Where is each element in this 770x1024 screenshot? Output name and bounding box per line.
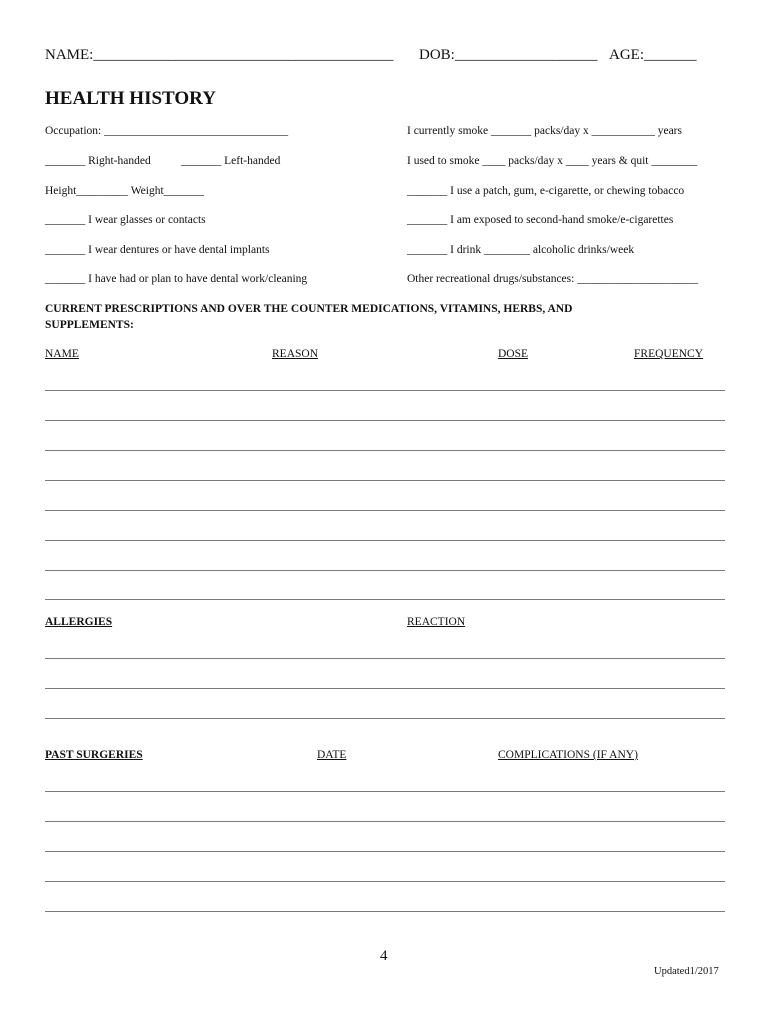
dob-field[interactable]: DOB:___________________	[419, 47, 598, 63]
surgery-line[interactable]	[45, 821, 725, 822]
allergies-heading: ALLERGIES	[45, 616, 113, 628]
medication-line[interactable]	[45, 450, 725, 451]
drink-field[interactable]: _______ I drink ________ alcoholic drinks/week	[407, 244, 635, 256]
patch-field[interactable]: _______ I use a patch, gum, e-cigarette, or chewing tobacco	[407, 185, 685, 197]
name-field[interactable]: NAME:________________________________________	[45, 47, 394, 63]
smoke-used-field[interactable]: I used to smoke ____ packs/day x ____ years & quit ________	[407, 155, 698, 167]
surgery-line[interactable]	[45, 911, 725, 912]
recreational-field[interactable]: Other recreational drugs/substances: _____________________	[407, 273, 698, 285]
medications-heading-line1: CURRENT PRESCRIPTIONS AND OVER THE COUNTER MEDICATIONS, VITAMINS, HERBS, AND	[45, 303, 573, 315]
allergy-line[interactable]	[45, 688, 725, 689]
col-frequency: FREQUENCY	[634, 348, 704, 360]
col-reaction: REACTION	[407, 616, 466, 628]
surgery-line[interactable]	[45, 881, 725, 882]
surgery-line[interactable]	[45, 851, 725, 852]
medication-line[interactable]	[45, 510, 725, 511]
col-complications: COMPLICATIONS (IF ANY)	[498, 749, 638, 761]
col-name: NAME	[45, 348, 79, 360]
medication-line[interactable]	[45, 570, 725, 571]
medication-line[interactable]	[45, 420, 725, 421]
glasses-field[interactable]: _______ I wear glasses or contacts	[45, 214, 206, 226]
dentures-field[interactable]: _______ I wear dentures or have dental implants	[45, 244, 270, 256]
allergy-line[interactable]	[45, 718, 725, 719]
medications-heading-line2: SUPPLEMENTS:	[45, 319, 134, 331]
col-dose: DOSE	[498, 348, 529, 360]
height-weight-field[interactable]: Height_________ Weight_______	[45, 185, 204, 197]
surgery-line[interactable]	[45, 791, 725, 792]
updated-date: Updated1/2017	[654, 966, 719, 977]
col-date: DATE	[317, 749, 347, 761]
page-number: 4	[380, 948, 388, 964]
left-handed-field[interactable]: _______ Left-handed	[181, 155, 281, 167]
medication-line[interactable]	[45, 480, 725, 481]
smoke-current-field[interactable]: I currently smoke _______ packs/day x ___________ years	[407, 125, 682, 137]
dental-work-field[interactable]: _______ I have had or plan to have dental work/cleaning	[45, 273, 308, 285]
allergy-line[interactable]	[45, 658, 725, 659]
medication-line[interactable]	[45, 599, 725, 600]
second-hand-field[interactable]: _______ I am exposed to second-hand smoke/e-cigarettes	[407, 214, 674, 226]
age-field[interactable]: AGE:_______	[609, 47, 697, 63]
col-reason: REASON	[272, 348, 319, 360]
occupation-field[interactable]: Occupation: ________________________________	[45, 125, 289, 137]
right-handed-field[interactable]: _______ Right-handed	[45, 155, 151, 167]
medication-line[interactable]	[45, 540, 725, 541]
surgeries-heading: PAST SURGERIES	[45, 749, 143, 761]
medication-line[interactable]	[45, 390, 725, 391]
page-title: HEALTH HISTORY	[45, 88, 216, 109]
